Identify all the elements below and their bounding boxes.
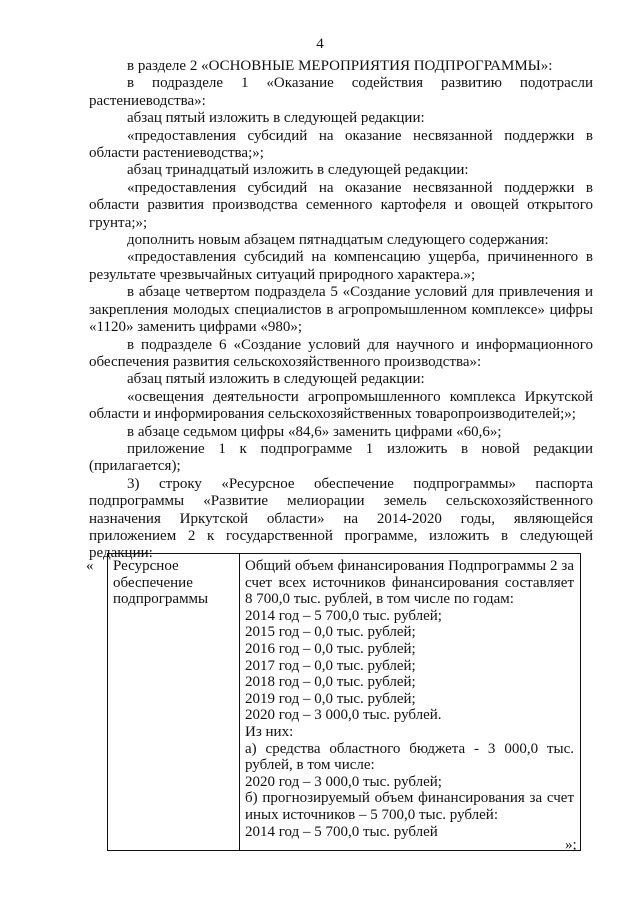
paragraph: «предоставления субсидий на компенсацию ущерба, причиненного в результате чрезвычайных ситуаций природного характера.»; — [89, 249, 593, 283]
paragraph: в разделе 2 «ОСНОВНЫЕ МЕРОПРИЯТИЯ ПОДПРОГРАММЫ»: — [127, 58, 553, 74]
paragraph: приложение 1 к подпрограмме 1 изложить в новой редакции (прилагается); — [89, 440, 593, 475]
paragraph: 3) строку «Ресурсное обеспечение подпрограммы» паспорта подпрограммы «Развитие мелиорации земель сельскохозяйственного назначения Иркутской области» на 2014-2020 годы, являющейся приложением 2 к государственной программе, изложить в следующей редакции: — [89, 475, 593, 562]
paragraph: абзац пятый изложить в следующей редакции: — [127, 371, 425, 388]
paragraph: «освещения деятельности агропромышленного комплекса Иркутской области и информирования сельскохозяйственных товаропроизводителей;»; — [89, 388, 593, 423]
paragraph: «предоставления субсидий на оказание несвязанной поддержки в области растениеводства;»; — [89, 127, 593, 162]
funding-line: 2014 год – 5 700,0 тыс. рублей; — [245, 607, 442, 624]
document-body — [89, 58, 593, 563]
funding-line: 2015 год – 0,0 тыс. рублей; — [245, 624, 416, 641]
funding-line: 2017 год – 0,0 тыс. рублей; — [245, 657, 416, 674]
resource-label-cell: Ресурсное обеспечение подпрограммы — [108, 554, 240, 851]
resource-table — [107, 553, 581, 851]
funding-line: 2014 год – 5 700,0 тыс. рублей — [245, 823, 438, 840]
funding-line: Общий объем финансирования Подпрограммы 2 за счет всех источников финансирования составляет 8 700,0 тыс. рублей, в том числе по годам: — [245, 558, 574, 608]
paragraph: в абзаце седьмом цифры «84,6» заменить цифрами «60,6»; — [127, 423, 502, 440]
table-row — [108, 554, 581, 851]
funding-line: 2020 год – 3 000,0 тыс. рублей. — [245, 707, 442, 724]
funding-line: 2018 год – 0,0 тыс. рублей; — [245, 674, 416, 691]
funding-line: б) прогнозируемый объем финансирования за счет иных источников – 5 700,0 тыс. рублей: — [245, 790, 574, 823]
paragraph: абзац пятый изложить в следующей редакции: — [127, 110, 425, 127]
funding-line: а) средства областного бюджета - 3 000,0 тыс. рублей, в том числе: — [245, 740, 574, 774]
paragraph: в подразделе 6 «Создание условий для научного и информационного обеспечения развития сельскохозяйственного производства»: — [89, 336, 593, 370]
funding-line: 2020 год – 3 000,0 тыс. рублей; — [245, 773, 442, 790]
table-close-quote: »; — [565, 837, 577, 853]
paragraph: абзац тринадцатый изложить в следующей редакции: — [127, 162, 469, 179]
paragraph: в подразделе 1 «Оказание содействия развитию подотрасли растениеводства»: — [89, 75, 593, 109]
paragraph: дополнить новым абзацем пятнадцатым следующего содержания: — [127, 232, 549, 249]
funding-line: 2016 год – 0,0 тыс. рублей; — [245, 640, 416, 657]
paragraph: в абзаце четвертом подраздела 5 «Создание условий для привлечения и закрепления молодых специалистов в агропромышленном комплексе» цифры «1120» заменить цифрами «980»; — [89, 284, 593, 336]
paragraph: «предоставления субсидий на оказание несвязанной поддержки в области развития производства семенного картофеля и овощей открытого грунта;»; — [89, 179, 593, 231]
table-open-quote: « — [86, 558, 94, 574]
funding-line: 2019 год – 0,0 тыс. рублей; — [245, 690, 416, 707]
page-number: 4 — [316, 36, 324, 52]
funding-line: Из них: — [245, 723, 294, 740]
resource-content-cell — [240, 554, 581, 851]
